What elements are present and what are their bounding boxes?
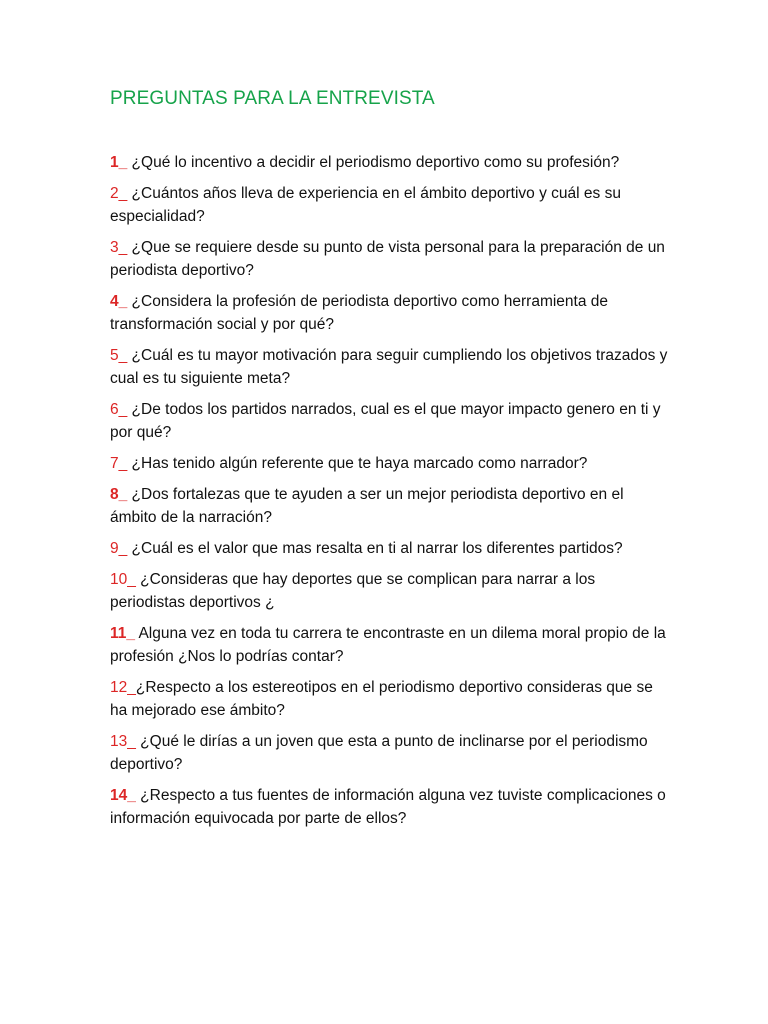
question-number: 3_ — [110, 239, 128, 256]
question-item — [110, 344, 670, 390]
question-text: Alguna vez en toda tu carrera te encontraste en un dilema moral propio de la profesión ¿Nos lo podrías contar? — [110, 625, 666, 665]
question-text: ¿Consideras que hay deportes que se complican para narrar a los periodistas deportivos ¿ — [110, 571, 596, 611]
question-item — [110, 151, 670, 174]
question-text: ¿Respecto a los estereotipos en el periodismo deportivo consideras que se ha mejorado ese ámbito? — [110, 679, 653, 719]
question-item — [110, 730, 670, 776]
question-text: ¿De todos los partidos narrados, cual es el que mayor impacto genero en ti y por qué? — [110, 401, 661, 441]
question-item — [110, 676, 670, 722]
question-number: 2_ — [110, 185, 128, 202]
question-item — [110, 622, 670, 668]
question-item — [110, 784, 670, 830]
question-text: ¿Cuál es tu mayor motivación para seguir cumpliendo los objetivos trazados y cual es tu siguiente meta? — [110, 347, 668, 387]
question-text: ¿Qué le dirías a un joven que esta a punto de inclinarse por el periodismo deportivo? — [110, 733, 648, 773]
question-number: 8_ — [110, 486, 128, 503]
question-number: 5_ — [110, 347, 128, 364]
question-item — [110, 182, 670, 228]
question-number: 6_ — [110, 401, 128, 418]
question-item — [110, 568, 670, 614]
question-number: 4_ — [110, 293, 128, 310]
question-item — [110, 452, 670, 475]
question-number: 13_ — [110, 733, 136, 750]
question-text: ¿Cuál es el valor que mas resalta en ti al narrar los diferentes partidos? — [127, 540, 623, 557]
question-list — [110, 151, 670, 838]
question-number: 9_ — [110, 540, 128, 557]
question-item — [110, 398, 670, 444]
question-text: ¿Cuántos años lleva de experiencia en el ámbito deportivo y cuál es su especialidad? — [110, 185, 621, 225]
question-text: ¿Dos fortalezas que te ayuden a ser un mejor periodista deportivo en el ámbito de la narración? — [110, 486, 624, 526]
question-text: ¿Considera la profesión de periodista deportivo como herramienta de transformación social y por qué? — [110, 293, 609, 333]
question-number: 10_ — [110, 571, 136, 588]
question-text: ¿Respecto a tus fuentes de información alguna vez tuviste complicaciones o información equivocada por parte de ellos? — [110, 787, 666, 827]
question-text: ¿Que se requiere desde su punto de vista personal para la preparación de un periodista deportivo? — [110, 239, 665, 279]
question-item — [110, 290, 670, 336]
question-number: 1_ — [110, 154, 128, 171]
question-text: ¿Qué lo incentivo a decidir el periodismo deportivo como su profesión? — [127, 154, 620, 171]
question-number: 12_ — [110, 679, 136, 696]
document-title: PREGUNTAS PARA LA ENTREVISTA — [110, 88, 435, 109]
question-item — [110, 236, 670, 282]
question-text: ¿Has tenido algún referente que te haya marcado como narrador? — [127, 455, 588, 472]
question-item — [110, 537, 670, 560]
question-number: 14_ — [110, 787, 136, 804]
question-item — [110, 483, 670, 529]
question-number: 11_ — [110, 625, 136, 642]
question-number: 7_ — [110, 455, 128, 472]
